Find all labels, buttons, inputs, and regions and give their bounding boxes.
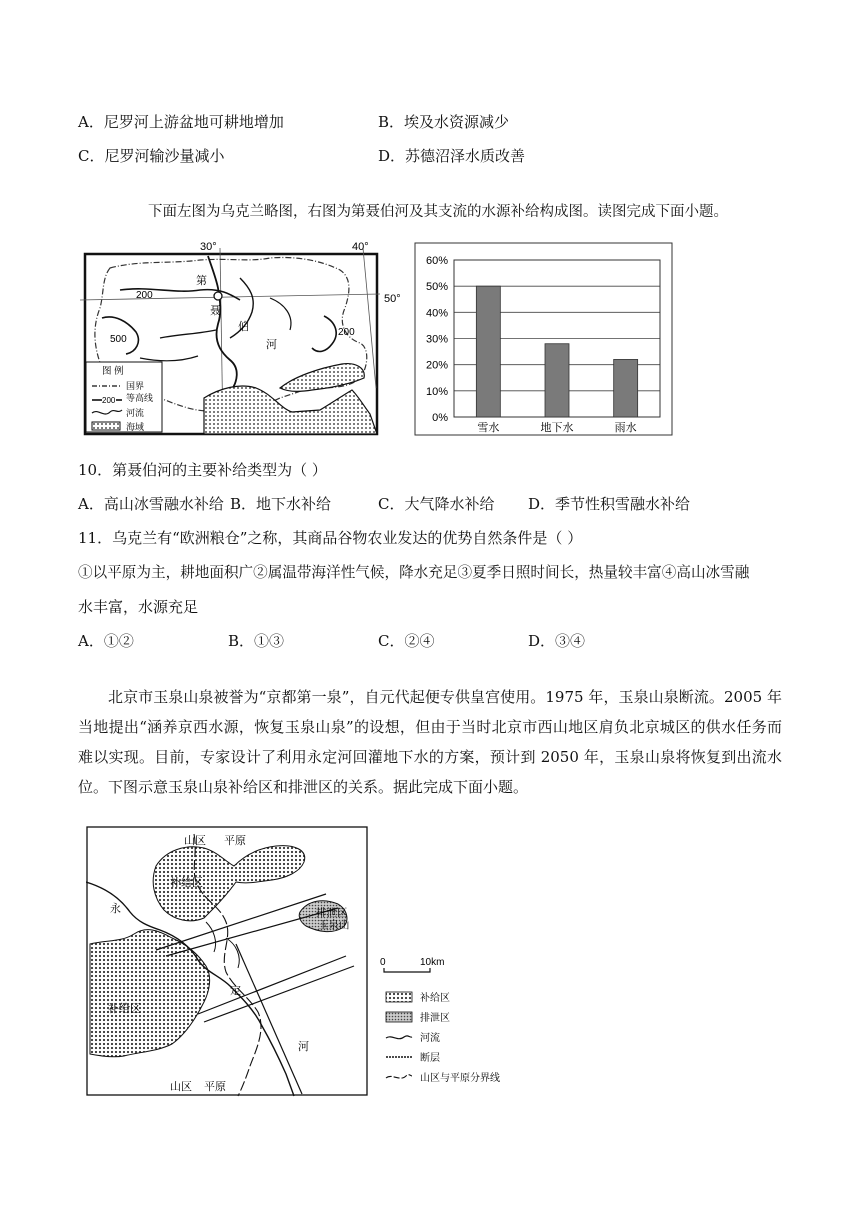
legend-river: 河流 <box>126 408 145 418</box>
map2-river-char-3: 河 <box>298 1041 309 1053</box>
yuquan-map-legend <box>376 952 536 1092</box>
y-tick-label: 0% <box>432 412 448 424</box>
map2-river-char-2: 定 <box>230 985 241 997</box>
river-char-2: 聂 <box>210 305 221 317</box>
q9-option-c: C．尼罗河输沙量减小 <box>78 147 225 165</box>
river-char-1: 第 <box>196 275 207 287</box>
y-tick-label: 30% <box>425 333 448 346</box>
q10-option-a: A．高山冰雪融水补给 <box>78 495 224 513</box>
y-tick-label: 50% <box>425 281 448 294</box>
y-tick-label: 60% <box>425 255 448 267</box>
q10-option-c: C．大气降水补给 <box>378 495 495 513</box>
lat-50-label: 50° <box>384 293 401 305</box>
lon-40-label: 40° <box>352 241 369 253</box>
q11-stem: 11．乌克兰有“欧洲粮仓”之称，其商品谷物农业发达的优势自然条件是（ ） <box>78 529 583 547</box>
legend-discharge: 排泄区 <box>420 1013 450 1024</box>
bar-1 <box>476 286 500 417</box>
legend-river: 河流 <box>420 1033 440 1044</box>
river-char-4: 河 <box>266 339 277 351</box>
q10-stem: 10．第聂伯河的主要补给类型为（ ） <box>78 461 327 479</box>
intro-yuquan: 北京市玉泉山泉被誉为“京都第一泉”，自元代起便专供皇宫使用。1975 年，玉泉山泉断流。2005 年当地提出“涵养京西水源，恢复玉泉山泉”的设想，但由于当时北京市西山地区肩负北京城区的供水任务而难以实现。目前，专家设计了利用永定河回灌地下水的方案，预计到 2050 年，玉泉山泉将恢复到出流水位。下图示意玉泉山泉补给区和排泄区的关系。据此完成下面小题。 <box>78 688 782 796</box>
x-tick-label: 地下水 <box>540 422 574 434</box>
map2-top-plain: 平原 <box>224 835 246 847</box>
x-tick-label: 雨水 <box>614 422 637 434</box>
q11-statements-line1: ①以平原为主，耕地面积广②属温带海洋性气候，降水充足③夏季日照时间长，热量较丰富④高山冰雪融 <box>78 564 750 581</box>
legend-contour-sample: 200 <box>102 396 116 405</box>
x-tick-label: 雪水 <box>477 422 500 434</box>
contour-200-north: 200 <box>136 290 153 301</box>
map2-spring-label: 玉泉山 <box>318 919 350 931</box>
lon-30-label: 30° <box>200 241 217 253</box>
scale-zero: 0 <box>380 957 386 968</box>
q11-option-d: D．③④ <box>528 632 586 650</box>
q9-option-b: B．埃及水资源减少 <box>378 113 510 131</box>
q11-option-c: C．②④ <box>378 632 435 650</box>
contour-500: 500 <box>110 334 127 345</box>
legend-title: 图 例 <box>102 366 124 377</box>
map2-recharge-north: 补给区 <box>170 877 203 889</box>
legend-boundary: 山区与平原分界线 <box>420 1073 500 1084</box>
q9-option-d: D．苏德沼泽水质改善 <box>378 147 526 165</box>
y-tick-label: 10% <box>425 385 448 398</box>
scale-distance: 10km <box>420 957 445 968</box>
map2-bottom-plain: 平原 <box>204 1081 226 1093</box>
q10-option-d: D．季节性积雪融水补给 <box>528 495 691 513</box>
ukraine-map <box>80 238 420 438</box>
q11-option-a: A．①② <box>78 632 134 650</box>
legend-sea: 海域 <box>126 422 145 432</box>
y-tick-label: 20% <box>425 359 448 372</box>
contour-200-east: 200 <box>338 327 355 338</box>
bar-2 <box>545 344 569 417</box>
water-source-chart <box>414 242 674 438</box>
y-tick-label: 40% <box>425 307 448 320</box>
q11-option-b: B．①③ <box>228 632 285 650</box>
q11-statements-line2: 水丰富，水源充足 <box>78 598 199 616</box>
intro-ukraine: 下面左图为乌克兰略图，右图为第聂伯河及其支流的水源补给构成图。读图完成下面小题。 <box>148 204 728 220</box>
bar-3 <box>614 359 638 417</box>
map2-top-mountain: 山区 <box>184 835 206 847</box>
legend-contour: 等高线 <box>126 393 154 403</box>
map2-discharge-label: 排泄区 <box>316 907 348 919</box>
q9-option-a: A．尼罗河上游盆地可耕地增加 <box>78 113 284 131</box>
legend-fault: 断层 <box>420 1053 440 1064</box>
map2-river-char-1: 永 <box>110 903 121 915</box>
river-char-3: 伯 <box>238 321 249 333</box>
map2-recharge-southwest: 补给区 <box>108 1003 141 1015</box>
yuquan-map <box>86 826 370 1098</box>
legend-recharge: 补给区 <box>420 993 450 1004</box>
map2-bottom-mountain: 山区 <box>170 1081 192 1093</box>
q10-option-b: B．地下水补给 <box>230 495 332 513</box>
legend-border: 国界 <box>126 381 145 391</box>
